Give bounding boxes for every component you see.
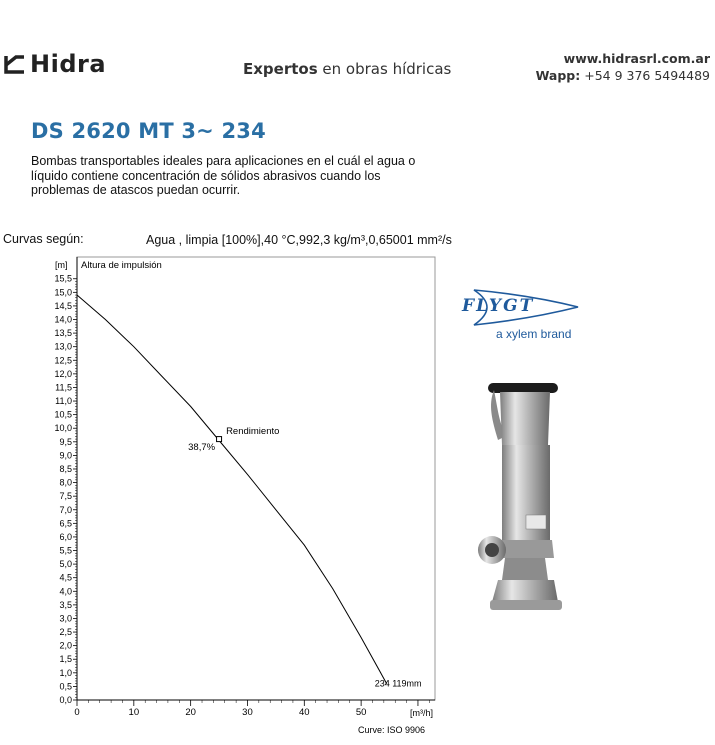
- y-tick-label: 13,0: [54, 341, 72, 352]
- efficiency-value: 38,7%: [188, 442, 216, 454]
- fluid-conditions: Agua , limpia [100%],40 °C,992,3 kg/m³,0,65001 mm²/s: [146, 233, 452, 247]
- y-tick-label: 12,5: [54, 355, 72, 366]
- series-layer: [77, 295, 422, 689]
- y-axis-title: Altura de impulsión: [81, 260, 162, 271]
- y-tick-label: 6,0: [59, 531, 72, 542]
- phone-line: [536, 67, 710, 84]
- y-tick-label: 3,5: [59, 599, 72, 610]
- x-tick-label: 10: [128, 707, 140, 718]
- y-tick-label: 8,0: [59, 477, 72, 488]
- y-tick-label: 7,0: [59, 504, 72, 515]
- marker-layer: [188, 426, 279, 453]
- hidra-logo: [4, 50, 106, 78]
- y-tick-label: 11,0: [55, 396, 72, 407]
- y-tick-label: 1,5: [59, 654, 72, 665]
- product-title: DS 2620 MT 3~ 234: [31, 119, 266, 143]
- tagline-strong: Expertos: [243, 60, 318, 78]
- tagline-rest: en obras hídricas: [322, 60, 452, 78]
- efficiency-marker: [217, 437, 222, 442]
- y-unit-label: [m]: [55, 260, 68, 270]
- y-tick-label: 5,5: [59, 545, 72, 556]
- phone-label: Wapp:: [535, 68, 581, 83]
- phone-number[interactable]: +54 9 376 5494489: [584, 68, 710, 83]
- x-unit-label: [m³/h]: [410, 708, 434, 718]
- y-tick-label: 2,5: [59, 627, 72, 638]
- series-line: [77, 295, 387, 684]
- y-tick-label: 9,0: [59, 450, 72, 461]
- y-tick-label: 10,5: [54, 409, 72, 420]
- y-tick-label: 14,5: [54, 300, 72, 311]
- y-tick-label: 9,5: [59, 436, 72, 447]
- flygt-wordmark: FLYGT: [462, 296, 535, 316]
- y-tick-label: 0,0: [59, 695, 72, 705]
- efficiency-label: Rendimiento: [226, 426, 280, 438]
- pump-curve-chart: [0, 250, 445, 740]
- pump-photo: [470, 380, 570, 615]
- x-tick-label: 50: [355, 707, 367, 718]
- y-tick-label: 7,5: [59, 491, 72, 502]
- y-tick-label: 4,5: [59, 572, 72, 583]
- y-tick-label: 3,0: [59, 613, 72, 624]
- hidra-mark-icon: [4, 53, 26, 75]
- y-axis: [54, 257, 77, 705]
- chart-footer: Curve: ISO 9906: [358, 725, 426, 735]
- y-tick-label: 4,0: [59, 586, 72, 597]
- website-link[interactable]: www.hidrasrl.com.ar: [563, 51, 710, 66]
- xylem-tagline: a xylem brand: [496, 327, 572, 341]
- x-axis: [74, 700, 435, 718]
- y-tick-label: 10,0: [54, 423, 72, 434]
- series-label: 234 119mm: [374, 678, 422, 689]
- logo-text: Hidra: [30, 50, 107, 78]
- curves-label: Curvas según:: [3, 232, 84, 246]
- y-tick-label: 12,0: [54, 368, 72, 379]
- y-tick-label: 2,0: [59, 640, 72, 651]
- y-tick-label: 15,5: [54, 273, 72, 284]
- x-tick-label: 40: [299, 707, 310, 718]
- y-tick-label: 0,5: [59, 681, 72, 692]
- product-description: Bombas transportables ideales para aplicaciones en el cuál el agua o líquido contiene concentración de sólidos abrasivos cuando los problemas de atascos puedan ocurrir.: [31, 154, 416, 197]
- x-tick-label: 30: [242, 707, 253, 718]
- contact-info: [536, 50, 710, 84]
- flygt-logo: [460, 285, 590, 345]
- y-tick-label: 15,0: [54, 287, 72, 298]
- y-tick-label: 8,5: [59, 463, 72, 474]
- x-tick-label: 20: [185, 707, 196, 718]
- plot-frame: [77, 257, 435, 700]
- y-tick-label: 11,5: [55, 382, 72, 393]
- y-tick-label: 1,0: [59, 667, 72, 678]
- tagline: [243, 60, 451, 78]
- x-tick-label: 0: [74, 707, 80, 718]
- y-tick-label: 6,5: [59, 518, 72, 529]
- y-tick-label: 5,0: [59, 559, 72, 570]
- y-tick-label: 13,5: [54, 328, 72, 339]
- y-tick-label: 14,0: [54, 314, 72, 325]
